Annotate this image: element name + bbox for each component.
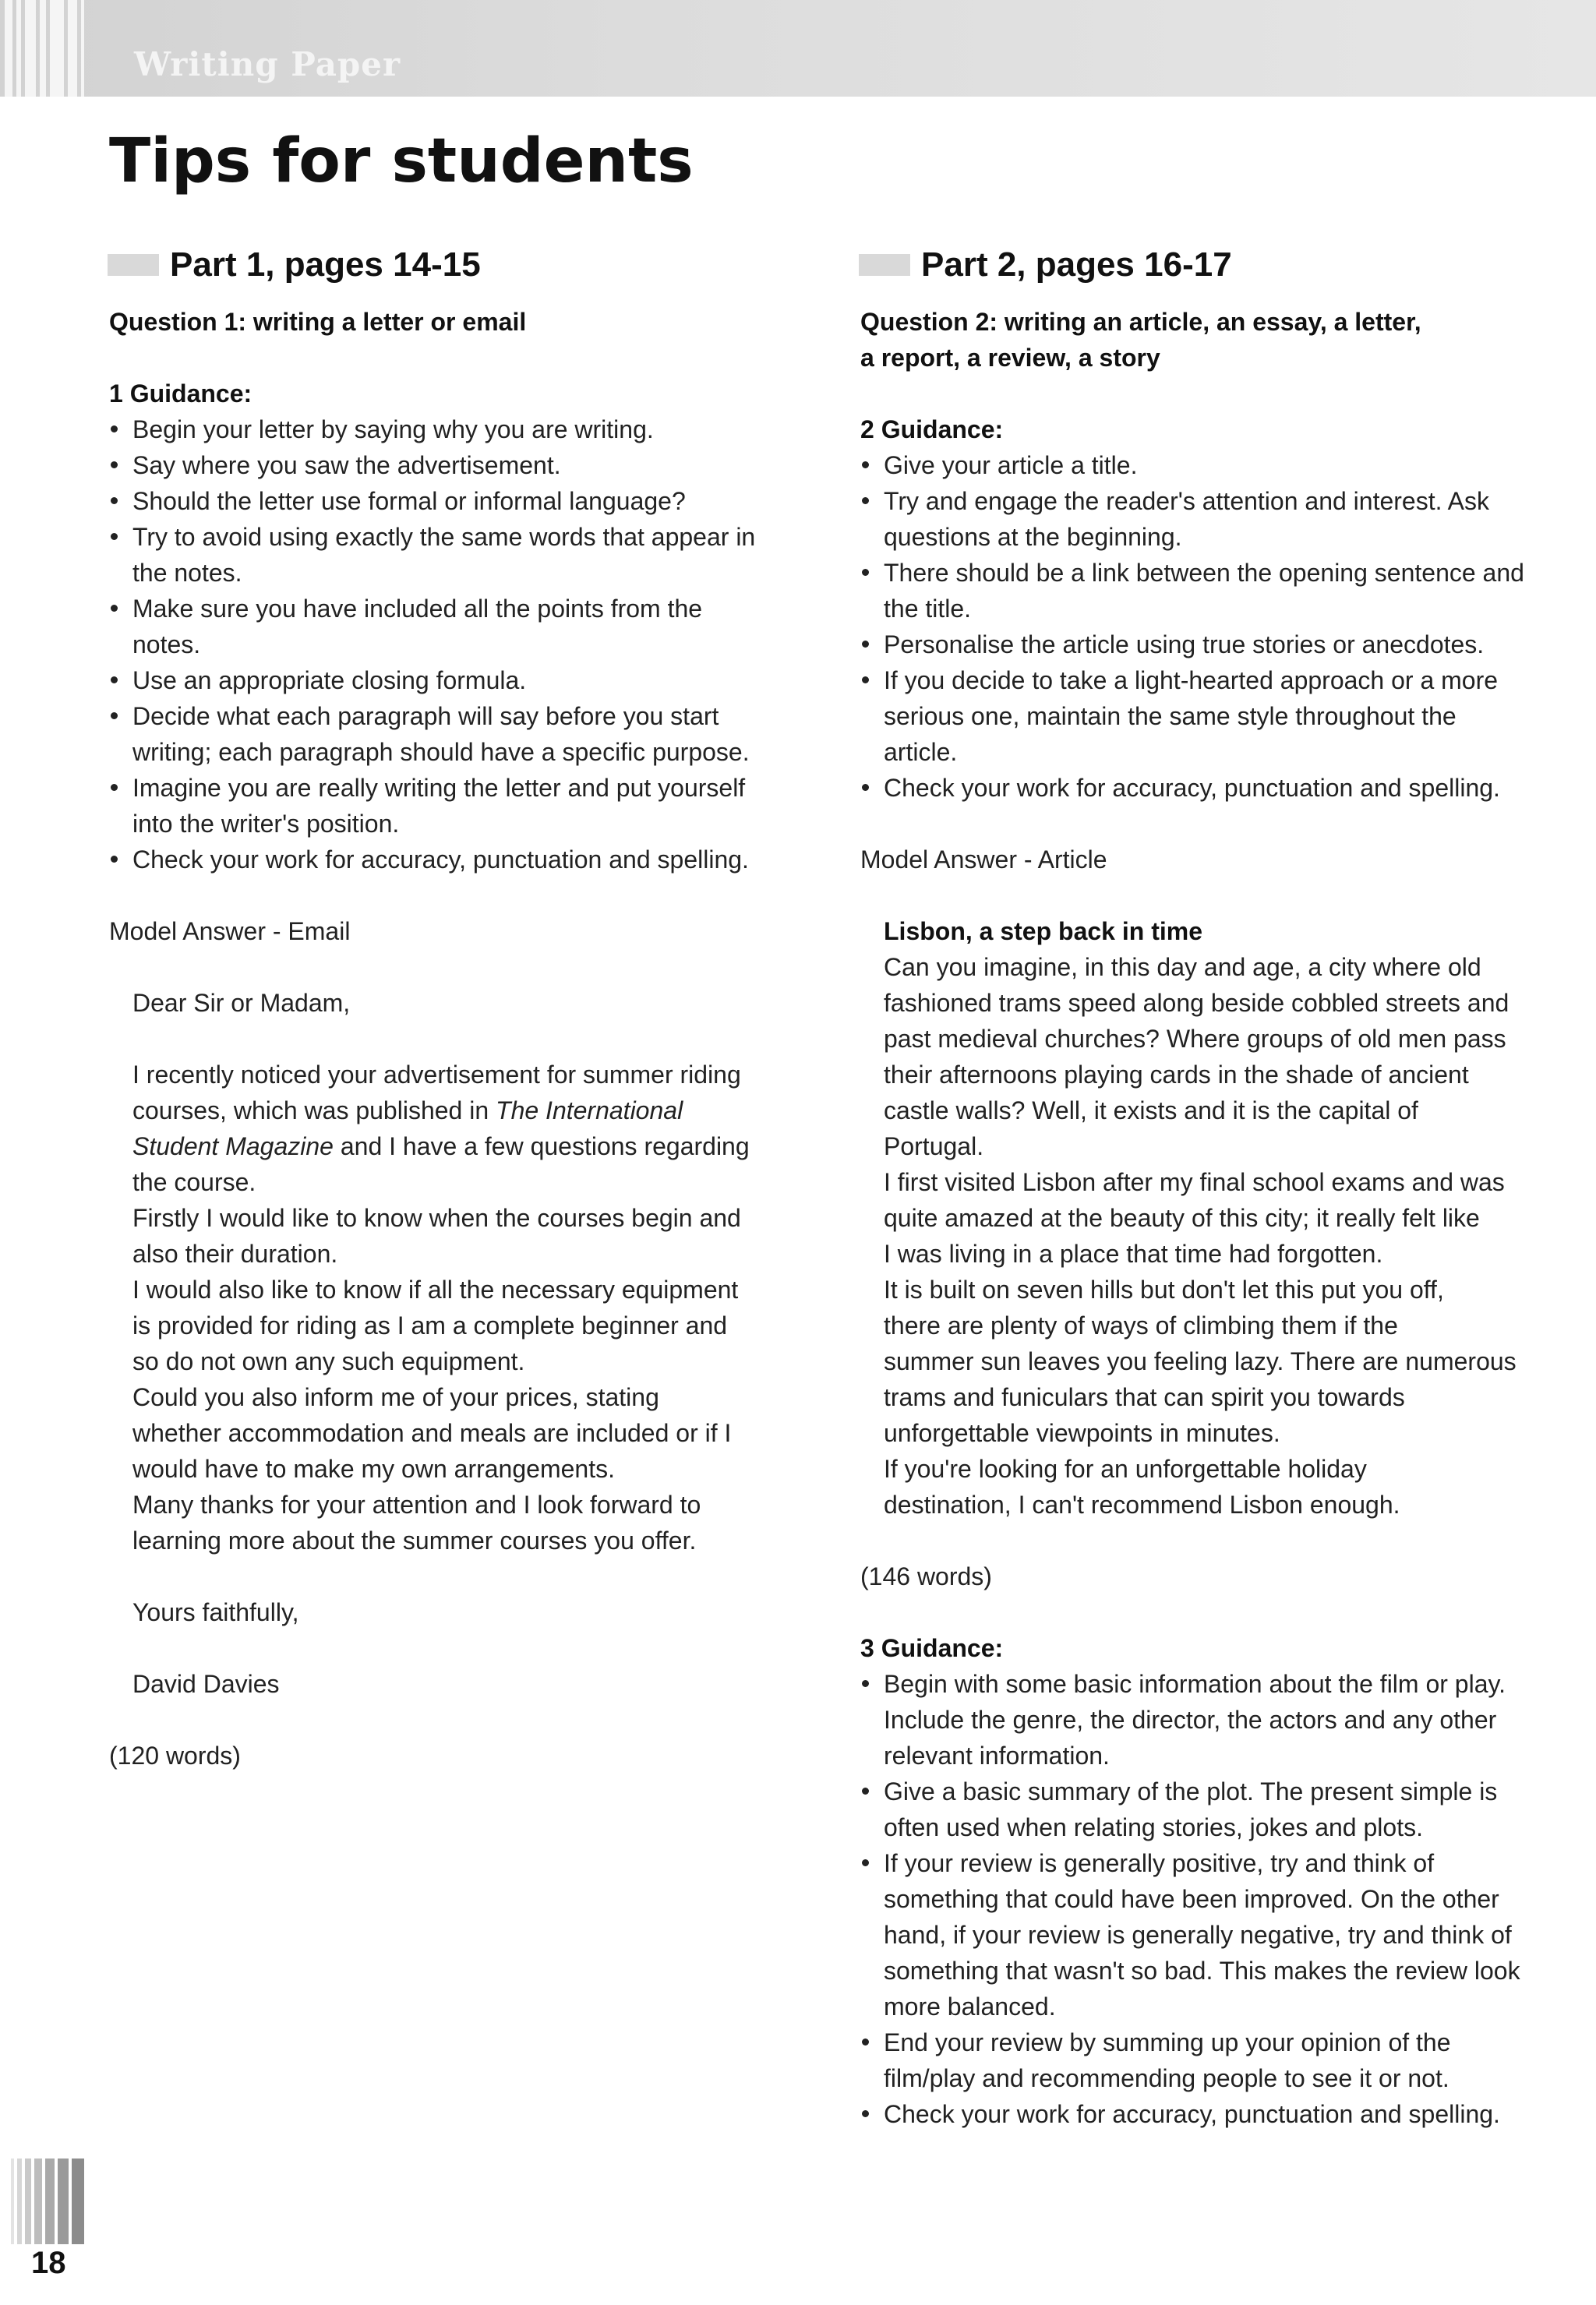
email-line: Could you also inform me of your prices, stating (132, 1383, 659, 1411)
guidance3-heading: 3 Guidance: (860, 1634, 1004, 1662)
email-word-count: (120 words) (109, 1742, 241, 1770)
bullet-item: Imagine you are really writing the letter and put yourself (109, 770, 803, 806)
article-line: there are plenty of ways of climbing them if the (884, 1311, 1398, 1340)
email-line: Many thanks for your attention and I look forward to (132, 1491, 701, 1519)
footer-bars (11, 2159, 112, 2244)
bullet-item-continued: the title. (884, 595, 972, 623)
bullet-item: Should the letter use formal or informal language? (109, 483, 803, 519)
bullet-item-continued: questions at the beginning. (884, 523, 1182, 551)
left-column (109, 242, 803, 1774)
article-line: trams and funiculars that can spirit you towards (884, 1383, 1405, 1411)
email-closing: Yours faithfully, (132, 1598, 299, 1626)
email-line: Student Magazine and I have a few questions regarding (132, 1132, 750, 1160)
email-line: Firstly I would like to know when the courses begin and (132, 1204, 741, 1232)
article-line: their afternoons playing cards in the shade of ancient (884, 1061, 1469, 1089)
bullet-item: If your review is generally positive, try and think of (860, 1845, 1531, 1881)
email-line: is provided for riding as I am a complete beginner and (132, 1311, 728, 1340)
question2-heading-line: a report, a review, a story (860, 344, 1160, 372)
bullet-item-continued: Include the genre, the director, the actors and any other (884, 1706, 1497, 1734)
article-line: It is built on seven hills but don't let this put you off, (884, 1276, 1444, 1304)
article-line: quite amazed at the beauty of this city; it really felt like (884, 1204, 1480, 1232)
header-band (0, 0, 1596, 97)
model-answer-email-label: Model Answer - Email (109, 917, 351, 945)
email-line: the course. (132, 1168, 256, 1196)
bullet-item: Try to avoid using exactly the same words that appear in (109, 519, 803, 555)
part2-heading-text: Part 2, pages 16-17 (921, 245, 1232, 284)
email-line: courses, which was published in The International (132, 1096, 683, 1124)
bullet-item: Say where you saw the advertisement. (109, 447, 803, 483)
bullet-item-continued: serious one, maintain the same style throughout the (884, 702, 1457, 730)
bullet-item: Give your article a title. (860, 447, 1531, 483)
bullet-item: Begin your letter by saying why you are writing. (109, 411, 803, 447)
email-line: so do not own any such equipment. (132, 1347, 525, 1375)
guidance1-list (109, 411, 803, 877)
magazine-title: Student Magazine (132, 1132, 334, 1160)
article-line: If you're looking for an unforgettable holiday (884, 1455, 1367, 1483)
bullet-item: Give a basic summary of the plot. The present simple is (860, 1774, 1531, 1809)
email-signature: David Davies (132, 1670, 280, 1698)
article-line: I was living in a place that time had forgotten. (884, 1240, 1383, 1268)
email-line: I recently noticed your advertisement for summer riding (132, 1061, 741, 1089)
magazine-title: The International (496, 1096, 683, 1124)
bullet-item-continued: relevant information. (884, 1742, 1110, 1770)
bullet-item-continued: something that wasn't so bad. This makes the review look (884, 1957, 1520, 1985)
question2-heading-line: Question 2: writing an article, an essay, a letter, (860, 308, 1421, 336)
email-line: I would also like to know if all the necessary equipment (132, 1276, 739, 1304)
email-salutation: Dear Sir or Madam, (132, 989, 351, 1017)
article-line: destination, I can't recommend Lisbon enough. (884, 1491, 1400, 1519)
email-body (109, 1164, 803, 1558)
bullet-item-continued: writing; each paragraph should have a specific purpose. (132, 738, 750, 766)
guidance1-heading: 1 Guidance: (109, 379, 252, 408)
bullet-item-continued: into the writer's position. (132, 810, 400, 838)
email-line: whether accommodation and meals are included or if I (132, 1419, 732, 1447)
guidance2-heading: 2 Guidance: (860, 415, 1004, 443)
part2-heading (860, 242, 1531, 288)
bullet-item: Use an appropriate closing formula. (109, 662, 803, 698)
guidance3-list (860, 1666, 1531, 2132)
article-body (860, 949, 1531, 1523)
bullet-item: Check your work for accuracy, punctuation and spelling. (860, 2096, 1531, 2132)
bullet-item-continued: often used when relating stories, jokes and plots. (884, 1813, 1423, 1841)
page-title: Tips for students (109, 126, 694, 196)
bullet-item: Check your work for accuracy, punctuation and spelling. (109, 842, 803, 877)
bullet-item-continued: film/play and recommending people to see it or not. (884, 2064, 1449, 2092)
article-line: Can you imagine, in this day and age, a city where old (884, 953, 1481, 981)
article-line: past medieval churches? Where groups of old men pass (884, 1025, 1506, 1053)
article-line: Portugal. (884, 1132, 984, 1160)
bullet-item-continued: the notes. (132, 559, 242, 587)
article-line: castle walls? Well, it exists and it is the capital of (884, 1096, 1418, 1124)
bullet-item: End your review by summing up your opinion of the (860, 2024, 1531, 2060)
header-stripes (0, 0, 98, 97)
email-line: also their duration. (132, 1240, 338, 1268)
bullet-item: There should be a link between the opening sentence and (860, 555, 1531, 591)
part1-heading-text: Part 1, pages 14-15 (170, 245, 481, 284)
bullet-item: If you decide to take a light-hearted approach or a more (860, 662, 1531, 698)
guidance2-list (860, 447, 1531, 806)
model-answer-article-label: Model Answer - Article (860, 845, 1107, 874)
bullet-item: Decide what each paragraph will say before you start (109, 698, 803, 734)
article-line: fashioned trams speed along beside cobbled streets and (884, 989, 1509, 1017)
bullet-item: Personalise the article using true stories or anecdotes. (860, 627, 1531, 662)
bullet-item-continued: something that could have been improved. On the other (884, 1885, 1499, 1913)
part-marker (859, 254, 910, 276)
email-line: would have to make my own arrangements. (132, 1455, 615, 1483)
bullet-item-continued: notes. (132, 630, 201, 658)
page-number: 18 (31, 2246, 66, 2280)
article-line: unforgettable viewpoints in minutes. (884, 1419, 1280, 1447)
bullet-item: Try and engage the reader's attention and interest. Ask (860, 483, 1531, 519)
email-line: learning more about the summer courses you offer. (132, 1527, 697, 1555)
bullet-item: Check your work for accuracy, punctuation and spelling. (860, 770, 1531, 806)
article-line: summer sun leaves you feeling lazy. There are numerous (884, 1347, 1517, 1375)
bullet-item-continued: article. (884, 738, 958, 766)
question1-heading: Question 1: writing a letter or email (109, 308, 527, 336)
article-title: Lisbon, a step back in time (884, 917, 1202, 945)
bullet-item-continued: more balanced. (884, 1993, 1056, 2021)
header-label: Writing Paper (134, 45, 401, 83)
bullet-item: Begin with some basic information about the film or play. (860, 1666, 1531, 1702)
right-column (860, 242, 1531, 2132)
part1-heading (109, 242, 803, 288)
article-word-count: (146 words) (860, 1562, 992, 1590)
article-line: I first visited Lisbon after my final school exams and was (884, 1168, 1505, 1196)
bullet-item: Make sure you have included all the points from the (109, 591, 803, 627)
bullet-item-continued: hand, if your review is generally negative, try and think of (884, 1921, 1512, 1949)
part-marker (108, 254, 159, 276)
